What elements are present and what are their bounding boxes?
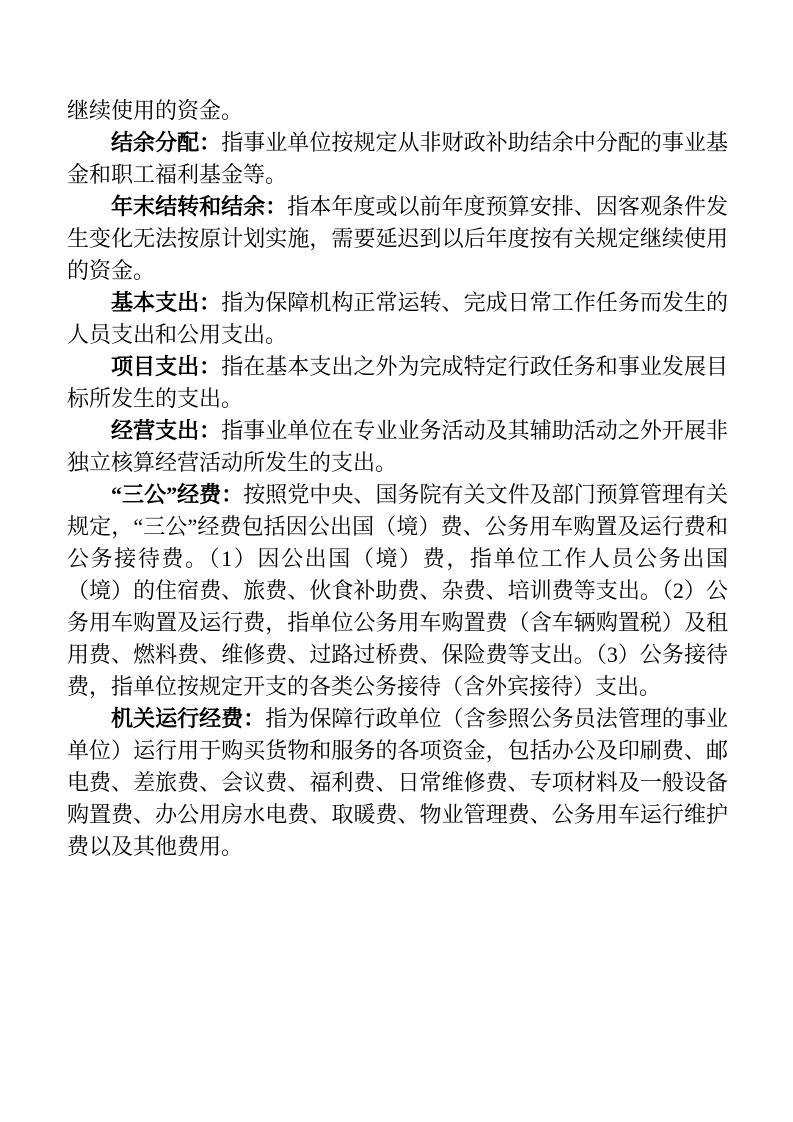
term-label: “三公”经费： [111, 482, 244, 507]
paragraph [67, 287, 728, 351]
term-label: 机关运行经费： [111, 706, 266, 731]
term-definition: 继续使用的资金。 [67, 98, 244, 123]
term-definition: 指在基本支出之外为完成特定行政任务和事业发展目标所发生的支出。 [67, 354, 728, 411]
term-definition: 指事业单位在专业业务活动及其辅助活动之外开展非独立核算经营活动所发生的支出。 [67, 418, 728, 475]
term-label: 基本支出： [111, 290, 222, 315]
term-definition: 指本年度或以前年度预算安排、因客观条件发生变化无法按原计划实施，需要延迟到以后年度按有关规定继续使用的资金。 [67, 194, 728, 283]
term-definition: 按照党中央、国务院有关文件及部门预算管理有关规定，“三公”经费包括因公出国（境）费、公务用车购置及运行费和公务接待费。（1）因公出国（境）费，指单位工作人员公务出国（境）的住宿费、旅费、伙食补助费、杂费、培训费等支出。（2）公务用车购置及运行费，指单位公务用车购置费（含车辆购置税）及租用费、燃料费、维修费、过路过桥费、保险费等支出。（3）公务接待费，指单位按规定开支的各类公务接待（含外宾接待）支出。 [67, 482, 728, 699]
paragraph [67, 95, 728, 127]
term-label: 年末结转和结余： [111, 194, 288, 219]
term-label: 结余分配： [111, 130, 222, 155]
paragraph [67, 703, 728, 863]
paragraph [67, 479, 728, 703]
document-body [67, 95, 728, 863]
term-definition: 指为保障机构正常运转、完成日常工作任务而发生的人员支出和公用支出。 [67, 290, 728, 347]
term-label: 项目支出： [111, 354, 222, 379]
paragraph [67, 415, 728, 479]
term-definition: 指事业单位按规定从非财政补助结余中分配的事业基金和职工福利基金等。 [67, 130, 728, 187]
paragraph [67, 127, 728, 191]
paragraph [67, 191, 728, 287]
paragraph [67, 351, 728, 415]
term-definition: 指为保障行政单位（含参照公务员法管理的事业单位）运行用于购买货物和服务的各项资金，包括办公及印刷费、邮电费、差旅费、会议费、福利费、日常维修费、专项材料及一般设备购置费、办公用房水电费、取暖费、物业管理费、公务用车运行维护费以及其他费用。 [67, 706, 728, 859]
term-label: 经营支出： [111, 418, 222, 443]
